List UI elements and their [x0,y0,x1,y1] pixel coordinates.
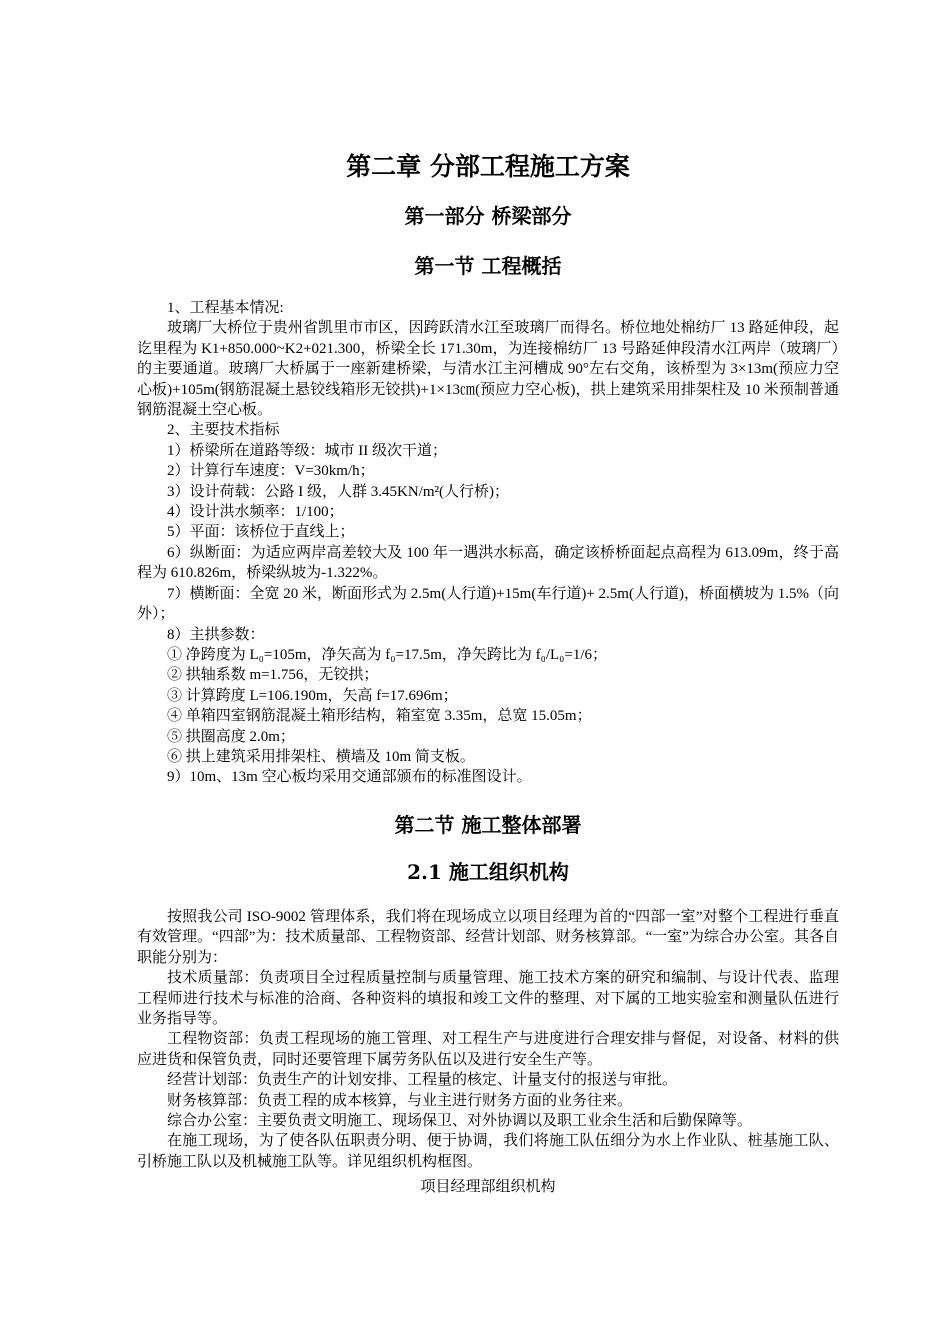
org-paragraph: 财务核算部：负责工程的成本核算，与业主进行财务方面的业务往来。 [167,1092,633,1109]
subsection-heading: 2.1 施工组织机构 [407,860,569,884]
tech-item: 4）设计洪水频率：1/100； [167,504,344,521]
arch-param: ⑥ 拱上建筑采用排架柱、横墙及 10m 简支板。 [167,748,475,765]
tech-item: 5）平面：该桥位于直线上； [167,524,355,541]
tech-item: 7）横断面：全宽 20 米，断面形式为 2.5m(人行道)+15m(车行道)+ 2.5m(人行道)，桥面横坡为 1.5%（向外）； [137,585,839,623]
tech-index-label: 2、主要技术指标 [167,422,280,439]
arch-param: ④ 单箱四室钢筋混凝土箱形结构，箱室宽 3.35m，总宽 15.05m； [167,708,592,725]
org-paragraph: 按照我公司 ISO-9002 管理体系，我们将在现场成立以项目经理为首的“四部一室”对整个工程进行垂直有效管理。“四部”为：技术质量部、工程物资部、经营计划部、财务核算部。“一室”为综合办公室。其各自职能分别为： [137,909,839,966]
section2-heading: 第二节 施工整体部署 [394,813,582,837]
org-paragraph: 工程物资部：负责工程现场的施工管理、对工程生产与进度进行合理安排与督促，对设备、材料的供应进货和保管负责，同时还要管理下属劳务队伍以及进行安全生产等。 [137,1031,839,1068]
tech-item: 3）设计荷载：公路 I 级，人群 3.45KN/m²(人行桥)； [167,483,509,500]
chapter-title: 第二章 分部工程施工方案 [346,152,630,181]
tech-item: 1）桥梁所在道路等级：城市 II 级次干道； [167,442,447,459]
arch-param: ③ 计算跨度 L=106.190m，矢高 f=17.696m； [167,687,458,704]
org-paragraph: 在施工现场，为了使各队伍职责分明、便于协调，我们将施工队伍细分为水上作业队、桩基施工队、引桥施工队以及机械施工队等。详见组织机构框图。 [137,1133,839,1170]
tech-item: 6）纵断面：为适应两岸高差较大及 100 年一遇洪水标高，确定该桥桥面起点高程为 613.09m，终于高程为 610.826m，桥梁纵坡为-1.322%。 [137,544,839,582]
section1-body [137,298,839,788]
part-title: 第一部分 桥梁部分 [404,204,572,228]
section2-body [137,907,839,1172]
basic-info-label: 1、工程基本情况: [167,300,284,316]
org-chart-caption: 项目经理部组织机构 [420,1179,556,1195]
arch-param: ① 净跨度为 L₀=105m，净矢高为 f₀=17.5m，净矢跨比为 f₀/L₀=1/6； [167,646,608,663]
arch-param: ⑤ 拱圈高度 2.0m； [167,728,295,745]
org-paragraph: 经营计划部：负责生产的计划安排、工程量的核定、计量支付的报送与审批。 [167,1072,678,1089]
section1-heading: 第一节 工程概括 [414,254,562,278]
tech-item: 9）10m、13m 空心板均采用交通部颁布的标准图设计。 [167,769,532,786]
tech-item: 8）主拱参数： [167,626,265,643]
arch-param: ② 拱轴系数 m=1.756，无铰拱； [167,667,379,684]
tech-item: 2）计算行车速度：V=30km/h； [167,463,375,480]
org-paragraph: 综合办公室：主要负责文明施工、现场保卫、对外协调以及职工业余生活和后勤保障等。 [167,1113,753,1130]
intro-paragraph: 玻璃厂大桥位于贵州省凯里市市区，因跨跃清水江至玻璃厂而得名。桥位地处棉纺厂 13 路延伸段，起讫里程为 K1+850.000~K2+021.300，桥梁全长 171.30m，为连接棉纺厂 13 号路延伸段清水江两岸（玻璃厂）的主要通道。玻璃厂大桥属于一座新建桥梁，与清水江主河槽成 90°左右交角，该桥型为 3×13m(预应力空心板)+105m(钢筋混凝土悬铰线箱形无铰拱)+1×13㎝(预应力空心板)，拱上建筑采用排架柱及 10 米预制普通钢筋混凝土空心板。 [137,320,839,419]
org-paragraph: 技术质量部：负责项目全过程质量控制与质量管理、施工技术方案的研究和编制、与设计代表、监理工程师进行技术与标准的洽商、各种资料的填报和竣工文件的整理、对下属的工地实验室和测量队伍进行业务指导等。 [137,970,839,1028]
